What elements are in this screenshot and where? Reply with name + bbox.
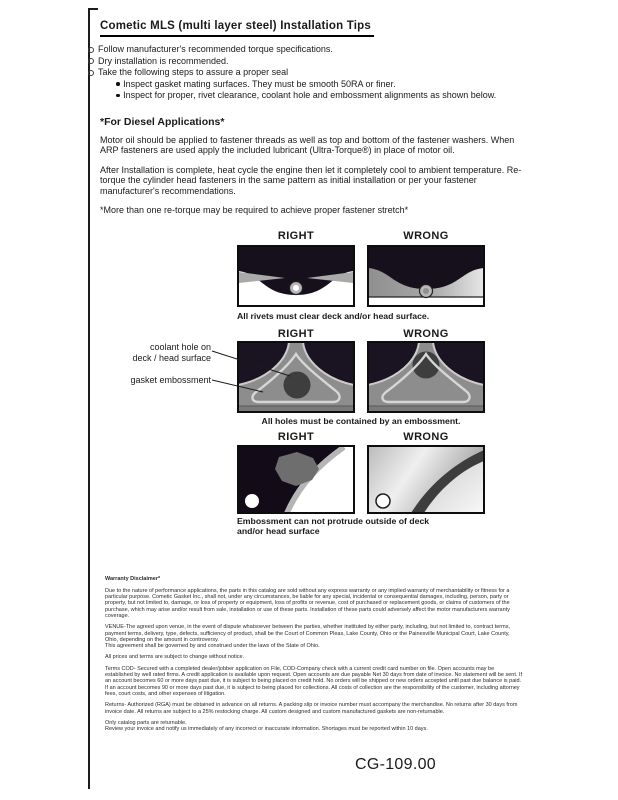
wrong-label: WRONG [403,431,449,443]
review-invoice-text: Review your invoice and notify us immediately of any incorrect or inaccurate information. Shortages must be reported within 10 days. [105,726,428,733]
tip-text: Dry installation is recommended. [98,55,229,66]
terms-paragraph: Terms COD- Secured with a completed dealer/jobber application on File, COD-Company check with a current credit card number on file. Open accounts may be established by well rated firms. A credit application is available upon request. Open accounts are due payable Net 30 days from date of invoice. No statement will be sent. If an account becomes 60 or more days past due, it is subject to being placed on credit hold. No orders will be shipped or new orders accepted until past due balance is paid. If an account becomes 90 or more days past due, it is subject to being placed for collections. All costs of collection are the responsibility of the customer, including attorney fees, court costs, and other expenses of litigation. [105,665,523,697]
rivet-clearance-right-diagram [237,245,355,307]
tip-text: Take the following steps to assure a proper seal [98,67,289,78]
open-bullet-icon [88,47,94,53]
caption-text: Embossment can not protrude outside of deck [237,516,430,526]
legal-fine-print [105,576,523,737]
list-item [88,56,528,67]
returns-paragraph: Returns- Authorized (RGA) must be obtained in advance on all returns. A packing slip or invoice number must accompany the merchandise. No returns after 30 days from invoice date. All returns are subject to a 25% restocking charge. All custom designed and custom manufactured gaskets are non-returnable. [105,702,518,715]
wrong-label: WRONG [403,328,449,340]
tip-text: Follow manufacturer's recommended torque specifications. [98,44,333,54]
list-item [88,90,528,101]
warranty-disclaimer-heading: Warranty Disclaimer* [105,576,161,582]
right-label: RIGHT [277,431,315,443]
open-bullet-icon [88,58,94,64]
diesel-applications-heading: *For Diesel Applications* [100,116,225,128]
callout-text: coolant hole on [149,342,211,352]
governing-law-text: This agreement shall be governed by and construed under the laws of the State of Ohio. [105,643,320,650]
tip-text: Inspect gasket mating surfaces. They must be smooth 50RA or finer. [123,78,396,89]
coolant-hole-wrong-diagram [367,341,485,413]
embossment-caption: All holes must be contained by an embossment. [261,416,461,426]
rivet-caption: All rivets must clear deck and/or head surface. [237,311,430,321]
page-title: Cometic MLS (multi layer steel) Installation Tips [100,20,374,37]
page-code: CG-109.00 [355,756,436,773]
protrusion-wrong-diagram [367,445,485,514]
venue-text: VENUE-The agreed upon venue, in the event of dispute whatsoever between the parties, whether instituted by either party, including, but not limited to, contract terms, payment terms, delivery, type, defects, sufficiency of product, shall be the Court of Common Pleas, Lake County, Ohio or the Painesville Municipal Court, Lake County, Ohio, depending on the amount in controversy. [105,624,510,643]
only-catalog-text: Only catalog parts are returnable. [105,719,187,726]
crop-mark-tick [88,8,98,10]
tip-text: Inspect for proper, rivet clearance, coolant hole and embossment alignments as shown below. [123,90,497,101]
filled-bullet-icon [116,94,120,98]
venue-paragraph [105,624,523,649]
open-bullet-icon [88,70,94,76]
retorque-note: *More than one re-torque may be required to achieve proper fastener stretch* [100,205,409,215]
catalog-returns-paragraph [105,720,523,733]
coolant-hole-right-diagram [237,341,355,413]
right-label: RIGHT [277,230,315,242]
retorque-paragraph: After Installation is complete, heat cycle the engine then let it completely cool to ambient temperature. Re-torque the cylinder head fasteners in the same pattern as initial installation or per your fastener manufacturer's recommendations. [100,165,522,196]
list-item [88,44,528,55]
diesel-paragraph: Motor oil should be applied to fastener threads as well as top and bottom of the fastener washers. When ARP fasteners are used apply the included lubricant (Ultra-Torque®) in place of motor oil. [100,135,515,156]
installation-tips-list [88,44,528,102]
crop-mark-line [88,9,90,789]
caption-text: and/or head surface [237,526,320,536]
right-label: RIGHT [277,328,315,340]
protrusion-caption [237,516,477,536]
rivet-clearance-wrong-diagram [367,245,485,307]
filled-bullet-icon [116,82,120,86]
callout-text: deck / head surface [132,352,211,363]
list-item [88,79,528,90]
warranty-paragraph: Due to the nature of performance applications, the parts in this catalog are sold without any express warranty or any implied warranty of merchantability or fitness for a particular purpose. Cometic Gasket Inc., shall not, under any circumstances, be liable for any special, incidental or consequential damages, including, person, party or property, but not limited to, damage, or loss of property or equipment, loss of profits or revenue, cost of purchased or replacement goods, or claims of customers of the purchase, which may arise and/or result from sale, installation or use of these parts. Installation of these parts could adversely affect the motor manufacturers warranty coverage. [105,587,510,619]
list-item [88,67,528,78]
coolant-hole-callout [103,342,211,363]
wrong-label: WRONG [403,230,449,242]
gasket-embossment-callout: gasket embossment [130,375,211,385]
protrusion-right-diagram [237,445,355,514]
prices-paragraph: All prices and terms are subject to change without notice. [105,654,245,661]
